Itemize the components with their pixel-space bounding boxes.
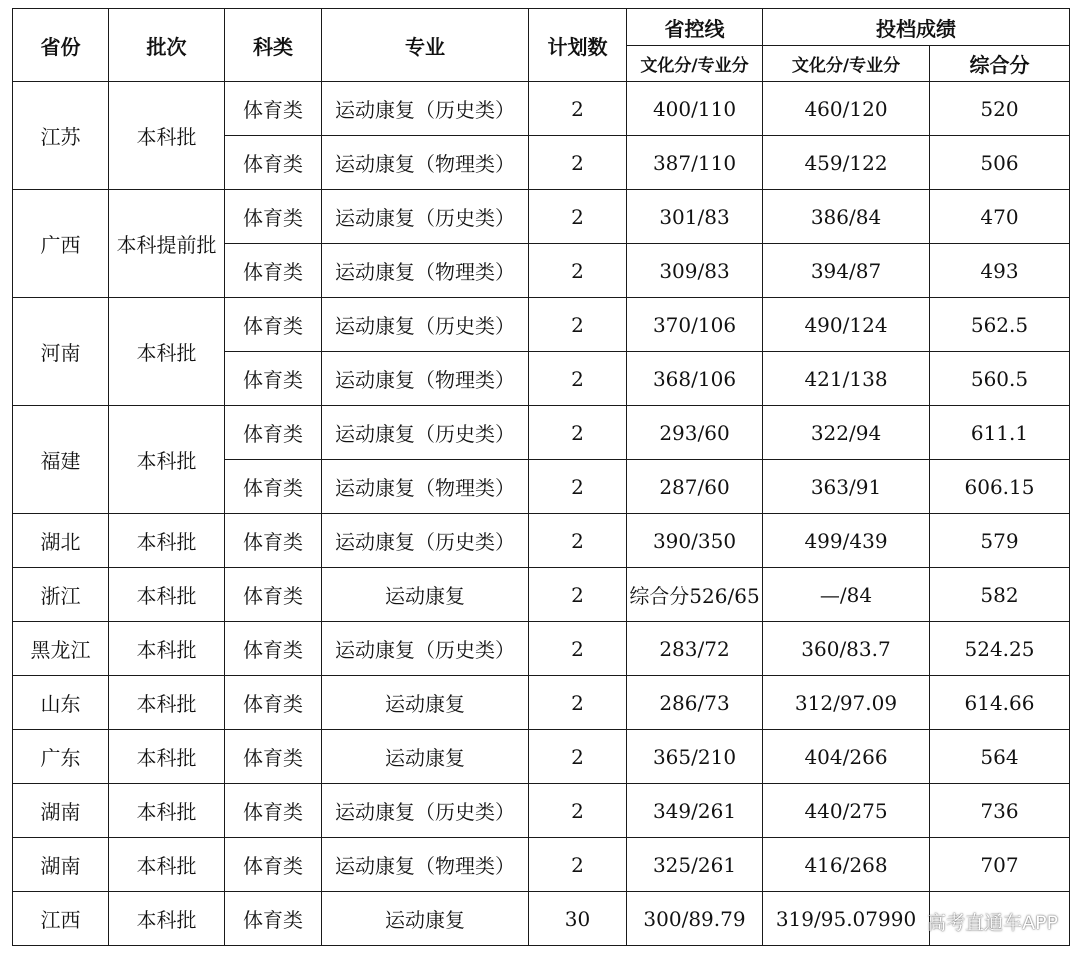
plan-cell: 2	[529, 352, 627, 406]
admission-score-cell: 460/120	[763, 82, 930, 136]
major-cell: 运动康复	[322, 892, 529, 946]
major-cell: 运动康复（历史类）	[322, 514, 529, 568]
plan-cell: 2	[529, 514, 627, 568]
composite-cell: 611.1	[930, 406, 1070, 460]
category-cell: 体育类	[225, 82, 322, 136]
table-row	[13, 730, 1070, 784]
batch-cell: 本科批	[109, 298, 225, 406]
category-cell: 体育类	[225, 622, 322, 676]
province-cell: 山东	[13, 676, 109, 730]
major-cell: 运动康复（物理类）	[322, 838, 529, 892]
composite-cell: 579	[930, 514, 1070, 568]
admission-score-cell: 416/268	[763, 838, 930, 892]
composite-cell: 560.5	[930, 352, 1070, 406]
header-control-sub: 文化分/专业分	[627, 46, 763, 82]
category-cell: 体育类	[225, 730, 322, 784]
table-row	[13, 838, 1070, 892]
table-row	[13, 298, 1070, 352]
batch-cell: 本科批	[109, 82, 225, 190]
category-cell: 体育类	[225, 460, 322, 514]
plan-cell: 2	[529, 190, 627, 244]
province-cell: 河南	[13, 298, 109, 406]
composite-cell: 736	[930, 784, 1070, 838]
province-cell: 湖北	[13, 514, 109, 568]
table-row	[13, 784, 1070, 838]
table-row	[13, 190, 1070, 244]
major-cell: 运动康复（历史类）	[322, 190, 529, 244]
composite-cell: 493	[930, 244, 1070, 298]
admission-score-cell: 459/122	[763, 136, 930, 190]
table-row	[13, 676, 1070, 730]
major-cell: 运动康复（历史类）	[322, 298, 529, 352]
batch-cell: 本科批	[109, 568, 225, 622]
major-cell: 运动康复（历史类）	[322, 82, 529, 136]
province-cell: 广西	[13, 190, 109, 298]
composite-cell: 506	[930, 136, 1070, 190]
composite-cell: 582	[930, 568, 1070, 622]
category-cell: 体育类	[225, 244, 322, 298]
province-cell: 浙江	[13, 568, 109, 622]
plan-cell: 2	[529, 676, 627, 730]
plan-cell: 2	[529, 622, 627, 676]
header-category: 科类	[225, 9, 322, 82]
major-cell: 运动康复	[322, 730, 529, 784]
batch-cell: 本科批	[109, 784, 225, 838]
composite-cell: 470	[930, 190, 1070, 244]
composite-cell: 562.5	[930, 298, 1070, 352]
control-line-cell: 301/83	[627, 190, 763, 244]
plan-cell: 2	[529, 136, 627, 190]
table-row	[13, 568, 1070, 622]
admission-score-cell: 386/84	[763, 190, 930, 244]
composite-cell: 520	[930, 82, 1070, 136]
major-cell: 运动康复（物理类）	[322, 244, 529, 298]
admission-score-cell: 322/94	[763, 406, 930, 460]
header-major: 专业	[322, 9, 529, 82]
composite-cell: 707	[930, 838, 1070, 892]
major-cell: 运动康复	[322, 676, 529, 730]
category-cell: 体育类	[225, 892, 322, 946]
header-batch: 批次	[109, 9, 225, 82]
admission-score-cell: 421/138	[763, 352, 930, 406]
admission-score-cell: 404/266	[763, 730, 930, 784]
admission-score-cell: 440/275	[763, 784, 930, 838]
control-line-cell: 300/89.79	[627, 892, 763, 946]
table-body	[13, 82, 1070, 946]
control-line-cell: 400/110	[627, 82, 763, 136]
batch-cell: 本科批	[109, 892, 225, 946]
major-cell: 运动康复（物理类）	[322, 352, 529, 406]
major-cell: 运动康复（物理类）	[322, 136, 529, 190]
header-admission-sub: 文化分/专业分	[763, 46, 930, 82]
control-line-cell: 349/261	[627, 784, 763, 838]
plan-cell: 2	[529, 298, 627, 352]
plan-cell: 2	[529, 82, 627, 136]
category-cell: 体育类	[225, 406, 322, 460]
category-cell: 体育类	[225, 190, 322, 244]
control-line-cell: 365/210	[627, 730, 763, 784]
header-composite: 综合分	[930, 46, 1070, 82]
admission-score-cell: 312/97.09	[763, 676, 930, 730]
category-cell: 体育类	[225, 298, 322, 352]
province-cell: 江苏	[13, 82, 109, 190]
table-row	[13, 406, 1070, 460]
control-line-cell: 368/106	[627, 352, 763, 406]
admission-score-cell: —/84	[763, 568, 930, 622]
plan-cell: 2	[529, 460, 627, 514]
batch-cell: 本科批	[109, 676, 225, 730]
control-line-cell: 283/72	[627, 622, 763, 676]
plan-cell: 2	[529, 784, 627, 838]
province-cell: 福建	[13, 406, 109, 514]
admission-score-cell: 490/124	[763, 298, 930, 352]
composite-cell: 524.25	[930, 622, 1070, 676]
plan-cell: 30	[529, 892, 627, 946]
major-cell: 运动康复（历史类）	[322, 622, 529, 676]
batch-cell: 本科批	[109, 838, 225, 892]
header-plan: 计划数	[529, 9, 627, 82]
table-row	[13, 622, 1070, 676]
admission-score-table	[12, 8, 1070, 946]
province-cell: 广东	[13, 730, 109, 784]
control-line-cell: 325/261	[627, 838, 763, 892]
control-line-cell: 370/106	[627, 298, 763, 352]
category-cell: 体育类	[225, 676, 322, 730]
header-admission-score: 投档成绩	[763, 9, 1070, 46]
composite-cell: 614.66	[930, 676, 1070, 730]
table-row	[13, 892, 1070, 946]
category-cell: 体育类	[225, 136, 322, 190]
batch-cell: 本科批	[109, 406, 225, 514]
province-cell: 黑龙江	[13, 622, 109, 676]
plan-cell: 2	[529, 730, 627, 784]
table-row	[13, 82, 1070, 136]
watermark-label: 高考直通车APP	[927, 912, 1058, 934]
admission-score-cell: 499/439	[763, 514, 930, 568]
plan-cell: 2	[529, 838, 627, 892]
category-cell: 体育类	[225, 784, 322, 838]
plan-cell: 2	[529, 406, 627, 460]
batch-cell: 本科批	[109, 622, 225, 676]
table-row	[13, 514, 1070, 568]
plan-cell: 2	[529, 568, 627, 622]
province-cell: 湖南	[13, 784, 109, 838]
province-cell: 江西	[13, 892, 109, 946]
header-control-line: 省控线	[627, 9, 763, 46]
major-cell: 运动康复	[322, 568, 529, 622]
header-province: 省份	[13, 9, 109, 82]
admission-score-cell: 319/95.07990	[763, 892, 930, 946]
control-line-cell: 286/73	[627, 676, 763, 730]
category-cell: 体育类	[225, 352, 322, 406]
batch-cell: 本科批	[109, 730, 225, 784]
composite-cell: 564	[930, 730, 1070, 784]
admission-score-cell: 394/87	[763, 244, 930, 298]
control-line-cell: 309/83	[627, 244, 763, 298]
plan-cell: 2	[529, 244, 627, 298]
control-line-cell: 综合分526/65	[627, 568, 763, 622]
control-line-cell: 387/110	[627, 136, 763, 190]
category-cell: 体育类	[225, 568, 322, 622]
control-line-cell: 287/60	[627, 460, 763, 514]
control-line-cell: 390/350	[627, 514, 763, 568]
batch-cell: 本科批	[109, 514, 225, 568]
batch-cell: 本科提前批	[109, 190, 225, 298]
control-line-cell: 293/60	[627, 406, 763, 460]
category-cell: 体育类	[225, 838, 322, 892]
major-cell: 运动康复（历史类）	[322, 784, 529, 838]
category-cell: 体育类	[225, 514, 322, 568]
major-cell: 运动康复（物理类）	[322, 460, 529, 514]
province-cell: 湖南	[13, 838, 109, 892]
composite-cell: 606.15	[930, 460, 1070, 514]
admission-score-cell: 363/91	[763, 460, 930, 514]
major-cell: 运动康复（历史类）	[322, 406, 529, 460]
admission-score-cell: 360/83.7	[763, 622, 930, 676]
